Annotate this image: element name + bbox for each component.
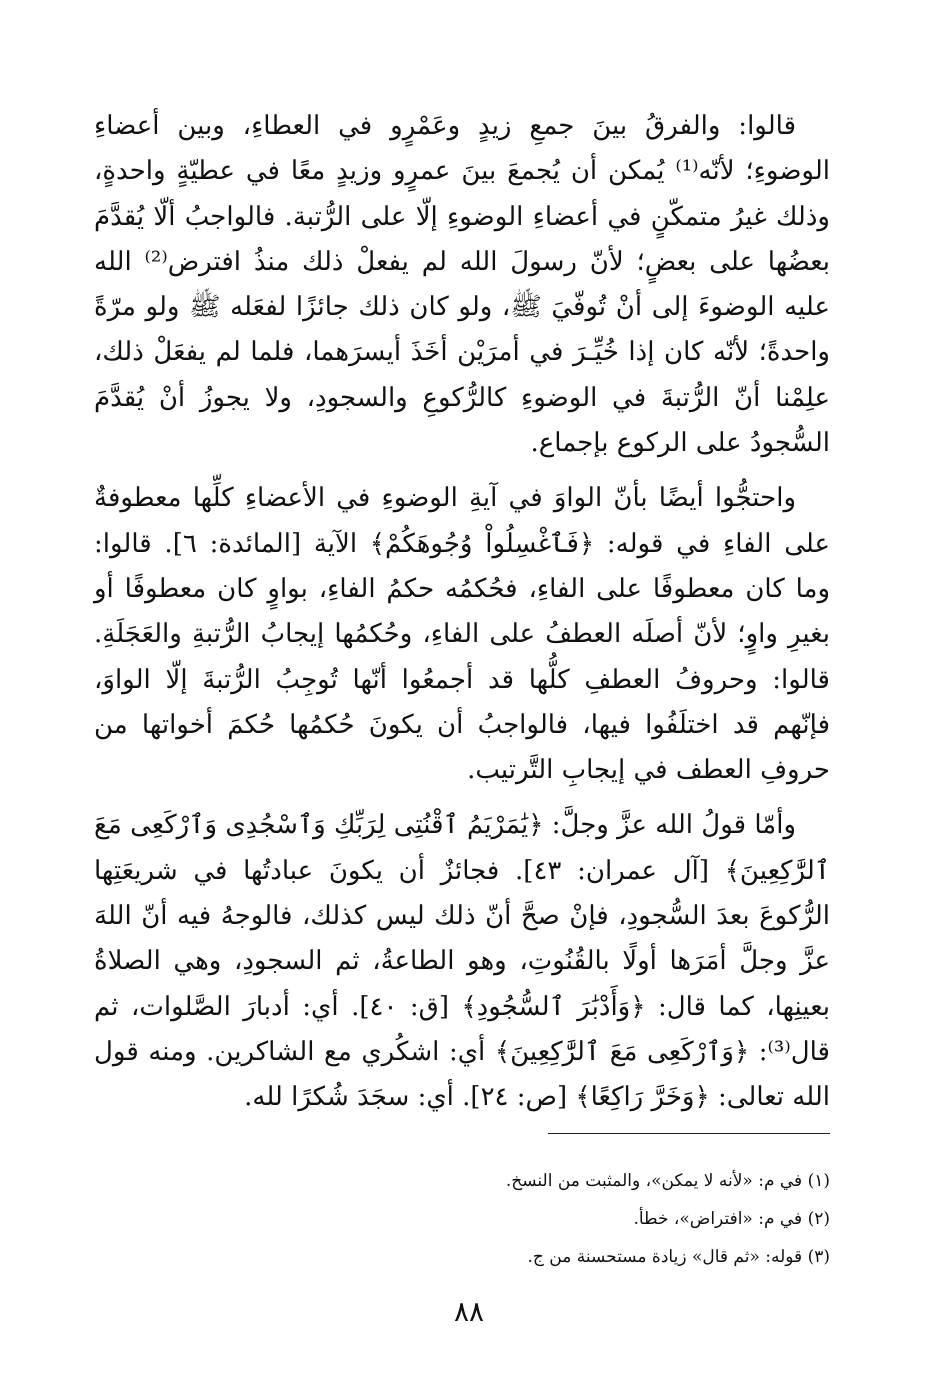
footnote-separator <box>548 1133 830 1134</box>
footnotes <box>94 1162 830 1276</box>
paragraph-2: واحتجُّوا أيضًا بأنّ الواوَ في آيةِ الوضوءِ في الأعضاءِ كلِّها معطوفةٌ على الفاءِ في قوله: ﴿فَٱغْسِلُواْ وُجُوهَكُمْ﴾ الآية [المائدة: ٦]. قالوا: وما كان معطوفًا على الفاءِ، فحُكمُه حكمُ الفاءِ، بواوٍ كان معطوفًا أو بغيرِ واوٍ؛ لأنّ أصلَه العطفُ على الفاءِ، وحُكمُها إيجابُ الرُّتبةِ والعَجَلَةِ. قالوا: وحروفُ العطفِ كلُّها قد أجمعُوا أنّها تُوجِبُ الرُّتبةَ إلّا الواوَ، فإنّهم قد اختلَفُوا فيها، فالواجبُ أن يكونَ حُكمُها حُكمَ أخواتها من حروفِ العطف في إيجابِ التَّرتيب. <box>94 483 830 786</box>
footnote-3: (٣) قوله: «ثم قال» زيادة مستحسنة من ج. <box>527 1247 830 1267</box>
paragraph-1: قالوا: والفرقُ بينَ جمعِ زيدٍ وعَمْرٍو في العطاءِ، وبين أعضاءِ الوضوءِ؛ لأنّه⁽¹⁾ يُمكن أن يُجمعَ بينَ عمرٍو وزيدٍ معًا في عطيّةٍ واحدةٍ، وذلك غيرُ متمكّنٍ في أعضاءِ الوضوءِ إلّا على الرُّتبة. فالواجبُ ألّا يُقدَّمَ بعضُها على بعضٍ؛ لأنّ رسولَ الله لم يفعلْ ذلك منذُ افترض⁽²⁾ الله عليه الوضوءَ إلى أنْ تُوفّيَ ﷺ، ولو كان ذلك جائزًا لفعَله ﷺ ولو مرّةً واحدةً؛ لأنّه كان إذا خُيِّـرَ في أمرَيْن أخَذَ أيسرَهما، فلما لم يفعَلْ ذلك، علِمْنا أنّ الرُّتبةَ في الوضوءِ كالرُّكوعِ والسجودِ، ولا يجوزُ أنْ يُقدَّمَ السُّجودُ على الركوع بإجماع. <box>94 111 831 459</box>
paragraph-3: وأمّا قولُ الله عزَّ وجلَّ: ﴿يَٰمَرْيَمُ ٱقْنُتِى لِرَبِّكِ وَٱسْجُدِى وَٱرْكَعِى مَعَ ٱلرَّٰكِعِينَ﴾ [آل عمران: ٤٣]. فجائزٌ أن يكونَ عبادتُها في شريعَتِها الرُّكوعَ بعدَ السُّجودِ، فإنْ صحَّ أنّ ذلك ليس كذلك، فالوجهُ فيه أنّ اللهَ عزَّ وجلَّ أمَرَها أولًا بالقُنُوتِ، وهو الطاعةُ، ثم السجودِ، وهي الصلاةُ بعينِها، كما قال: ﴿وَأَدْبَٰرَ ٱلسُّجُودِ﴾ [ق: ٤٠]. أي: أدبارَ الصَّلوات، ثم قال⁽³⁾: ﴿وَٱرْكَعِى مَعَ ٱلرَّٰكِعِينَ﴾ أي: اشكُري مع الشاكرين. ومنه قول الله تعالى: ﴿وَخَرَّ رَاكِعًا﴾ [ص: ٢٤]. أي: سجَدَ شُكرًا لله. <box>94 810 830 1113</box>
main-text <box>94 104 830 1131</box>
page-number: ٨٨ <box>453 1295 485 1328</box>
footnote-2: (٢) في م: «افتراض»، خطأ. <box>633 1209 830 1229</box>
footnote-1: (١) في م: «لأنه لا يمكن»، والمثبت من النسخ. <box>505 1171 830 1191</box>
